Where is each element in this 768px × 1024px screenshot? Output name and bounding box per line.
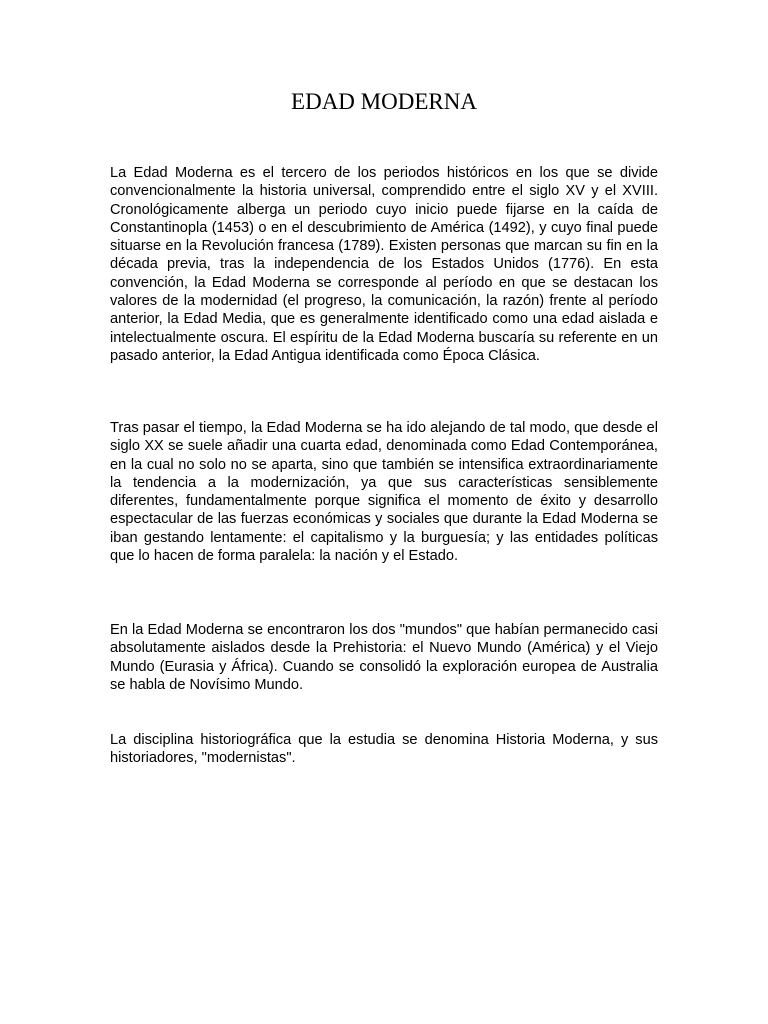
- paragraph-3: En la Edad Moderna se encontraron los dos "mundos" que habían permanecido casi absolutamente aislados desde la Prehistoria: el Nuevo Mundo (América) y el Viejo Mundo (Eurasia y África). Cuando se consolidó la exploración europea de Australia se habla de Novísimo Mundo.: [110, 622, 658, 693]
- paragraph-4: La disciplina historiográfica que la estudia se denomina Historia Moderna, y sus historiadores, "modernistas".: [110, 732, 658, 767]
- paragraph-2: Tras pasar el tiempo, la Edad Moderna se ha ido alejando de tal modo, que desde el siglo XX se suele añadir una cuarta edad, denominada como Edad Contemporánea, en la cual no solo no se aparta, sino que también se intensifica extraordinariamente la tendencia a la modernización, ya que sus características sensiblemente diferentes, fundamentalmente porque significa el momento de éxito y desarrollo espectacular de las fuerzas económicas y sociales que durante la Edad Moderna se iban gestando lentamente: el capitalismo y la burguesía; y las entidades políticas que lo hacen de forma paralela: la nación y el Estado.: [110, 420, 658, 565]
- paragraph-1: La Edad Moderna es el tercero de los periodos históricos en los que se divide convencionalmente la historia universal, comprendido entre el siglo XV y el XVIII. Cronológicamente alberga un periodo cuyo inicio puede fijarse en la caída de Constantinopla (1453) o en el descubrimiento de América (1492), y cuyo final puede situarse en la Revolución francesa (1789). Existen personas que marcan su fin en la década previa, tras la independencia de los Estados Unidos (1776). En esta convención, la Edad Moderna se corresponde al período en que se destacan los valores de la modernidad (el progreso, la comunicación, la razón) frente al período anterior, la Edad Media, que es generalmente identificado como una edad aislada e intelectualmente oscura. El espíritu de la Edad Moderna buscaría su referente en un pasado anterior, la Edad Antigua identificada como Época Clásica.: [110, 165, 658, 364]
- document-title: EDAD MODERNA: [291, 89, 477, 114]
